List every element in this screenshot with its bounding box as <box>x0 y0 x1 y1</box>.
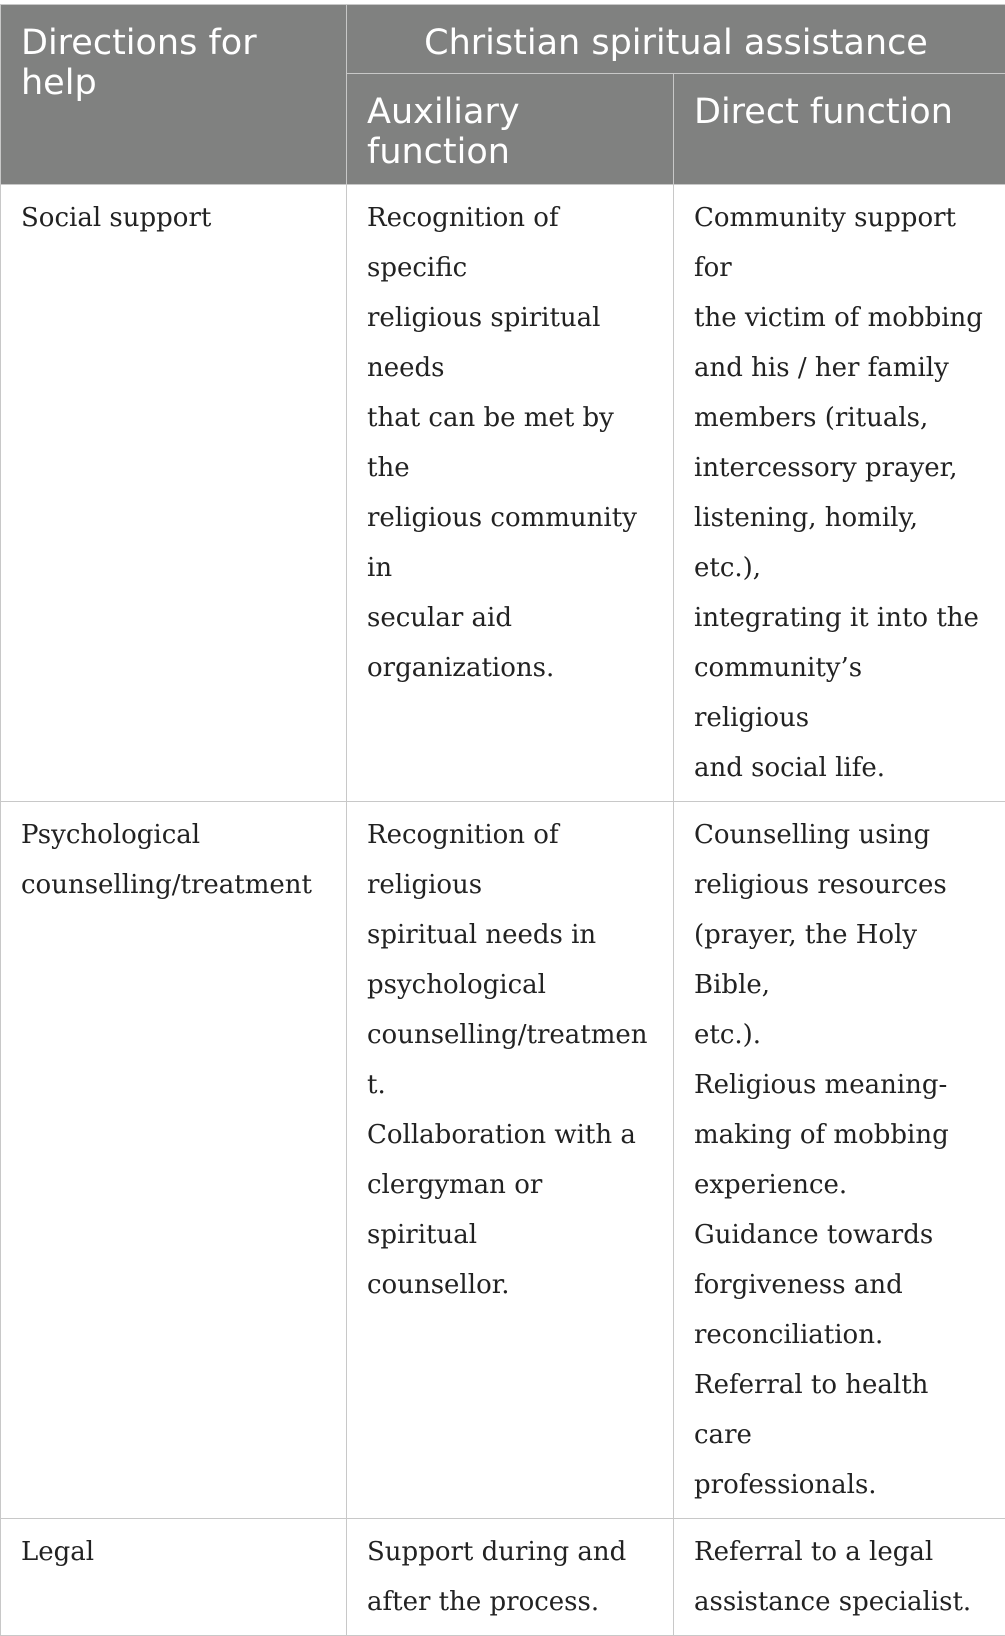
header-direct-function <box>674 74 1005 185</box>
cell-line: making of mobbing <box>694 1110 985 1160</box>
cell-line: listening, homily, etc.), <box>694 493 985 593</box>
header-directions-line-2: help <box>21 63 326 103</box>
cell-line: forgiveness and <box>694 1260 985 1310</box>
cell-line: Legal <box>21 1527 326 1577</box>
cell-line: experience. <box>694 1160 985 1210</box>
cell-line: secular aid <box>367 593 653 643</box>
cell-line: community’s religious <box>694 643 985 743</box>
header-auxiliary-line-1: Auxiliary <box>367 92 653 132</box>
header-direct-line-1: Direct function <box>694 92 985 132</box>
cell-line: Community support for <box>694 193 985 293</box>
cell-line: religious community in <box>367 493 653 593</box>
cell-line: members (rituals, <box>694 393 985 443</box>
cell-line: religious resources <box>694 860 985 910</box>
cell-line: that can be met by the <box>367 393 653 493</box>
cell-line: counsellor. <box>367 1260 653 1310</box>
cell-line: Guidance towards <box>694 1210 985 1260</box>
cell-line: and his / her family <box>694 343 985 393</box>
cell-line: Referral to health care <box>694 1360 985 1460</box>
cell-line: reconciliation. <box>694 1310 985 1360</box>
cell-line: clergyman or spiritual <box>367 1160 653 1260</box>
cell-direct <box>674 1519 1005 1636</box>
cell-line: Psychological <box>21 810 326 860</box>
cell-line: organizations. <box>367 643 653 693</box>
cell-line: etc.). <box>694 1010 985 1060</box>
cell-line: assistance specialist. <box>694 1577 985 1627</box>
cell-direction <box>1 1519 347 1636</box>
cell-line: (prayer, the Holy Bible, <box>694 910 985 1010</box>
cell-line: Religious meaning- <box>694 1060 985 1110</box>
cell-line: Referral to a legal <box>694 1527 985 1577</box>
cell-line: professionals. <box>694 1460 985 1510</box>
cell-line: Collaboration with a <box>367 1110 653 1160</box>
cell-direction <box>1 802 347 1519</box>
cell-direct <box>674 185 1005 802</box>
cell-line: the victim of mobbing <box>694 293 985 343</box>
cell-line: intercessory prayer, <box>694 443 985 493</box>
table-row <box>1 1519 1005 1636</box>
cell-line: psychological <box>367 960 653 1010</box>
cell-line: Recognition of religious <box>367 810 653 910</box>
cell-line: counselling/treatment <box>21 860 326 910</box>
cell-line: religious spiritual needs <box>367 293 653 393</box>
header-row-1 <box>1 5 1005 74</box>
cell-line: spiritual needs in <box>367 910 653 960</box>
spiritual-assistance-table <box>0 4 1005 1636</box>
cell-auxiliary <box>347 802 674 1519</box>
cell-line: after the process. <box>367 1577 653 1627</box>
cell-line: integrating it into the <box>694 593 985 643</box>
header-directions-for-help <box>1 5 347 185</box>
cell-line: Support during and <box>367 1527 653 1577</box>
cell-line: Counselling using <box>694 810 985 860</box>
cell-line: Recognition of specific <box>367 193 653 293</box>
cell-auxiliary <box>347 185 674 802</box>
cell-direction <box>1 185 347 802</box>
cell-line: counselling/treatment. <box>367 1010 653 1110</box>
header-auxiliary-function <box>347 74 674 185</box>
cell-auxiliary <box>347 1519 674 1636</box>
header-auxiliary-line-2: function <box>367 132 653 172</box>
table-row <box>1 802 1005 1519</box>
cell-direct <box>674 802 1005 1519</box>
header-directions-line-1: Directions for <box>21 23 326 63</box>
table-row <box>1 185 1005 802</box>
cell-line: Social support <box>21 193 326 243</box>
header-christian-spiritual-assistance: Christian spiritual assistance <box>347 5 1005 74</box>
cell-line: and social life. <box>694 743 985 793</box>
